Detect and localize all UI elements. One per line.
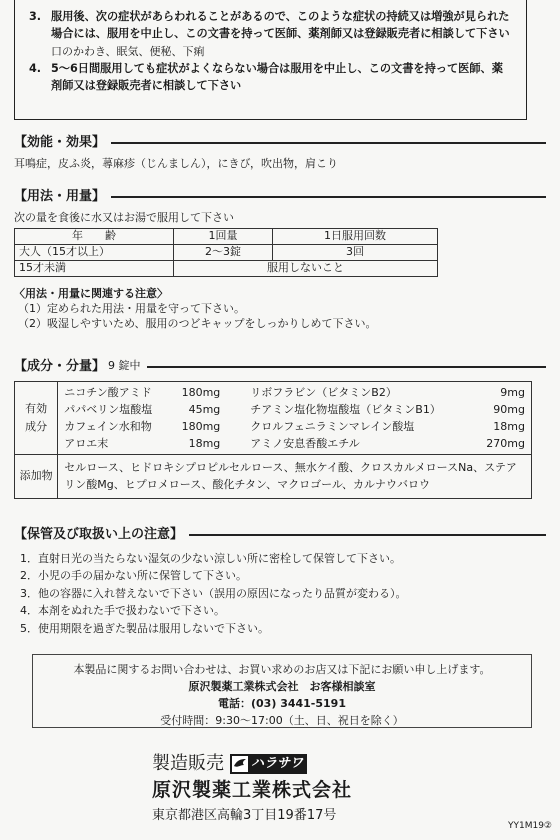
warning-number: 4. bbox=[29, 61, 42, 75]
ingredient-name: リボフラビン（ビタミンB2） bbox=[250, 385, 397, 399]
ingredient-name: アミノ安息香酸エチル bbox=[250, 436, 360, 450]
ingredient-name: チアミン塩化物塩酸塩（ビタミンB1） bbox=[250, 402, 441, 416]
ingredient-line bbox=[64, 435, 525, 452]
contact-hours: 受付時間：9:30～17:00（土、日、祝日を除く） bbox=[160, 714, 404, 728]
storage-section bbox=[14, 526, 546, 638]
ingredient-amount: 18mg bbox=[493, 419, 525, 433]
active-label: 有効 成分 bbox=[15, 381, 58, 454]
ingredient-name: ニコチン酸アミド bbox=[64, 385, 152, 399]
storage-item: 2．小児の手の届かない所に保管して下さい。 bbox=[20, 569, 247, 583]
warning-item-3 bbox=[29, 8, 514, 43]
contact-intro: 本製品に関するお問い合わせは、お買い求めのお店又は下記にお願い申し上げます。 bbox=[73, 663, 491, 676]
ingredients-heading: 【成分・分量】 bbox=[14, 359, 106, 374]
warnings-box bbox=[14, 0, 527, 120]
table-header: 1回量 bbox=[174, 229, 273, 245]
table-row bbox=[15, 245, 438, 261]
dosage-intro: 次の量を食後に水又はお湯で服用して下さい bbox=[14, 210, 234, 224]
active-ingredients-row bbox=[15, 381, 532, 454]
ingredient-line bbox=[64, 418, 525, 435]
table-row bbox=[15, 261, 438, 277]
storage-list bbox=[14, 550, 546, 638]
table-cell: 3回 bbox=[273, 245, 438, 261]
table-cell: 大人（15才以上） bbox=[15, 245, 174, 261]
ingredients-table bbox=[14, 381, 532, 499]
additives-row bbox=[15, 454, 532, 498]
brand-logo bbox=[230, 754, 307, 774]
ingredient-name: パパベリン塩酸塩 bbox=[64, 402, 153, 416]
contact-box bbox=[32, 654, 532, 728]
ingredient-amount: 90mg bbox=[493, 402, 525, 416]
storage-item: 4．本剤をぬれた手で扱わないで下さい。 bbox=[20, 604, 225, 618]
storage-item: 3．他の容器に入れ替えないで下さい（誤用の原因になったり品質が変わる）。 bbox=[20, 586, 407, 600]
ingredients-section bbox=[14, 358, 546, 499]
footer bbox=[152, 752, 352, 824]
dosage-note: （2）吸湿しやすいため、服用のつどキャップをしっかりしめて下さい。 bbox=[18, 317, 377, 331]
storage-item: 1．直射日光の当たらない湿気の少ない涼しい所に密栓して保管して下さい。 bbox=[20, 551, 401, 565]
ingredient-amount: 45mg bbox=[188, 402, 221, 416]
ingredient-amount: 18mg bbox=[188, 436, 221, 450]
ingredient-line bbox=[64, 401, 525, 418]
storage-item: 5．使用期限を過ぎた製品は服用しないで下さい。 bbox=[20, 621, 269, 635]
ingredient-amount: 180mg bbox=[181, 385, 221, 399]
warning-text: 服用後、次の症状があらわれることがあるので、このような症状の持続又は増強が見られた場合には、服用を中止し、この文書を持って医師、薬剤師又は登録販売者に相談して下さい bbox=[51, 10, 510, 41]
table-cell: 服用しないこと bbox=[174, 261, 438, 277]
bird-icon bbox=[232, 756, 248, 772]
active-ingredients-cell bbox=[58, 381, 532, 454]
table-header: 1日服用回数 bbox=[273, 229, 438, 245]
warning-number: 3. bbox=[29, 10, 42, 23]
ingredients-per: 9 錠中 bbox=[108, 359, 141, 373]
footer-brand-line bbox=[152, 752, 352, 776]
ingredient-amount: 180mg bbox=[181, 419, 221, 433]
additive-label: 添加物 bbox=[15, 454, 58, 498]
table-cell: 15才未満 bbox=[15, 261, 174, 277]
ingredient-line bbox=[64, 384, 525, 401]
section-heading bbox=[14, 134, 546, 152]
ingredient-name: アロエ末 bbox=[64, 436, 109, 450]
contact-dept: 原沢製薬工業株式会社 お客様相談室 bbox=[188, 680, 376, 694]
dosage-table bbox=[14, 228, 438, 277]
ingredient-name: クロルフェニラミンマレイン酸塩 bbox=[250, 419, 415, 433]
dosage-heading: 【用法・用量】 bbox=[14, 189, 106, 204]
divider bbox=[111, 142, 546, 144]
document-code: YY1M19② bbox=[507, 820, 552, 831]
table-header-row bbox=[15, 229, 438, 245]
section-heading bbox=[14, 526, 546, 544]
dosage-section bbox=[14, 188, 546, 332]
section-heading bbox=[14, 188, 546, 206]
divider bbox=[147, 366, 546, 368]
table-header: 年 齢 bbox=[15, 229, 174, 245]
warning-symptoms: 口のかわき、眠気、便秘、下痢 bbox=[51, 44, 205, 58]
storage-heading: 【保管及び取扱い上の注意】 bbox=[14, 527, 184, 542]
footer-company: 原沢製薬工業株式会社 bbox=[152, 779, 353, 802]
ingredient-amount: 9mg bbox=[500, 385, 525, 399]
contact-phone: 電話：(03) 3441-5191 bbox=[218, 697, 346, 711]
footer-label: 製造販売 bbox=[152, 753, 224, 774]
section-heading bbox=[14, 358, 546, 376]
table-cell: 2～3錠 bbox=[174, 245, 273, 261]
efficacy-heading: 【効能・効果】 bbox=[14, 135, 106, 150]
footer-address: 東京都港区高輪3丁目19番17号 bbox=[152, 807, 337, 823]
efficacy-text: 耳鳴症，皮ふ炎，蕁麻疹（じんましん），にきび，吹出物，肩こり bbox=[14, 156, 339, 170]
dosage-note: （1）定められた用法・用量を守って下さい。 bbox=[18, 302, 245, 316]
divider bbox=[189, 534, 546, 536]
ingredient-amount: 270mg bbox=[486, 436, 525, 450]
brand-logo-text: ハラサワ bbox=[251, 756, 304, 772]
warning-text: 5～6日間服用しても症状がよくならない場合は服用を中止し、この文書を持って医師、薬剤師又は登録販売者に相談して下さい bbox=[51, 61, 503, 93]
additives-cell: セルロース、ヒドロキシプロピルセルロース、無水ケイ酸、クロスカルメロースNa、ステアリン酸Mg、ヒプロメロース、酸化チタン、マクロゴール、カルナウバロウ bbox=[58, 454, 532, 498]
ingredient-name: カフェイン水和物 bbox=[64, 419, 152, 433]
dosage-notes-heading: 〈用法・用量に関連する注意〉 bbox=[14, 287, 168, 301]
divider bbox=[111, 196, 546, 198]
efficacy-section bbox=[14, 134, 546, 171]
warning-item-4 bbox=[29, 60, 514, 95]
